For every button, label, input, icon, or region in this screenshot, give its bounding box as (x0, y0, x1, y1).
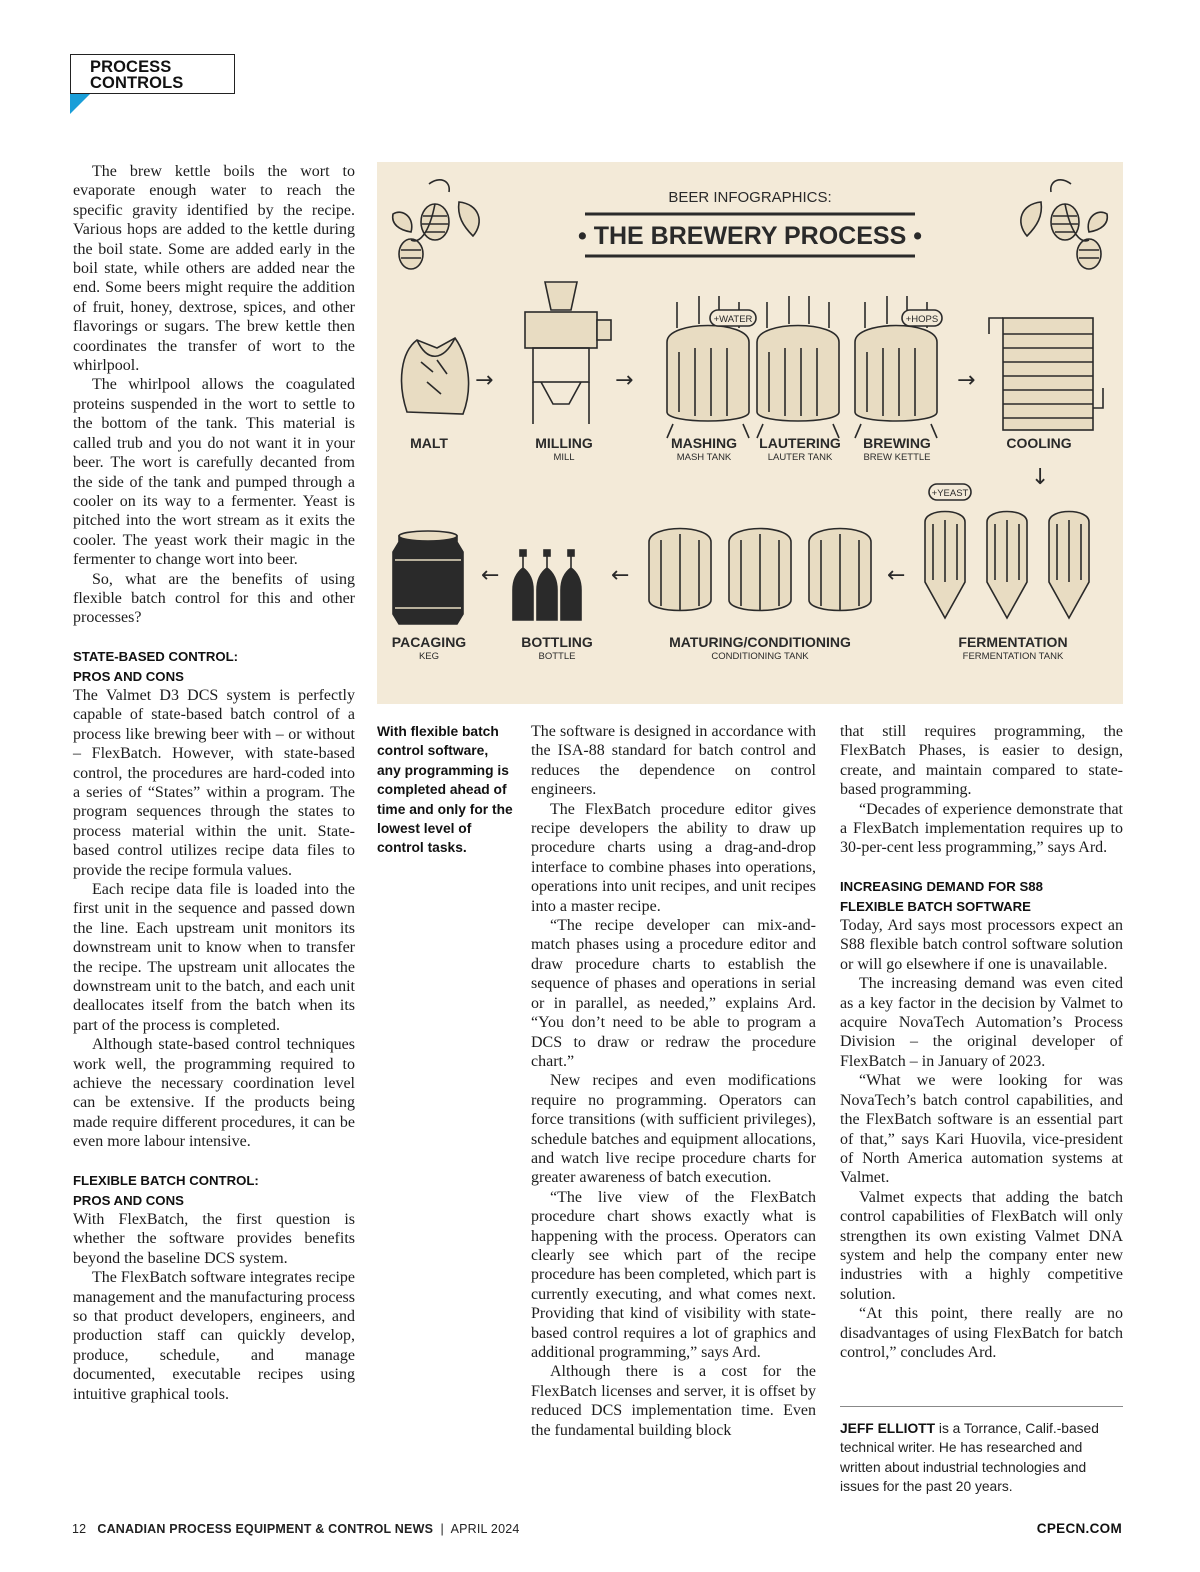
section-tag-label: PROCESS CONTROLS (90, 58, 184, 92)
col4-paragraph: that still requires programming, the FlexBatch Phases, is easier to design, create, and maintain compared to state-based programming. (840, 723, 1123, 799)
bottles-icon (513, 550, 581, 620)
step-label-lautering: LAUTERING (759, 435, 841, 451)
step-label-milling: MILLING (535, 435, 593, 451)
website-url: CPECN.COM (1036, 1521, 1122, 1536)
col3-paragraph: “The recipe developer can mix-and-match phases using a procedure editor and draw procedure charts to establish the sequence of phases and operations in serial or in parallel, as needed,” explains Ard. “You don’t need to be able to program a DCS to draw or redraw the procedure chart.” (531, 917, 816, 1070)
step-sub-milling: MILL (553, 452, 575, 463)
pull-quote: With flexible batch control software, any programming is completed ahead of time and only for the lowest level of control tasks. (377, 724, 513, 856)
add-yeast-badge: +YEAST (931, 488, 969, 499)
brewery-infographic (377, 162, 1123, 704)
infographic-title: • THE BREWERY PROCESS • (578, 222, 922, 250)
step-label-mashing: MASHING (670, 435, 738, 451)
step-sub-maturing: CONDITIONING TANK (711, 651, 809, 662)
author-bio (840, 1406, 1123, 1497)
col1-paragraph: Each recipe data file is loaded into the first unit in the sequence and passed down the line. Each upstream unit monitors its downstream unit to know when to transfer the recipe. The upstream unit allocates the downstream unit to the batch, and each unit deallocates itself from the batch when its part of the process is completed. (73, 881, 355, 1034)
col1-paragraph: The whirlpool allows the coagulated proteins suspended in the wort to settle to the bottom of the tank. This material is called trub and you do not want it in your beer. The wort is carefully decanted from the side of the tank and pumped through a cooler on its way to a fermenter. Yeast is pitched into the wort stream as it exits the cooler. The yeast work their magic in the fermenter to change wort into beer. (73, 376, 355, 569)
heat-exchanger-icon (989, 318, 1103, 430)
issue-date: APRIL 2024 (450, 1522, 520, 1536)
column-3 (531, 722, 816, 1440)
section-tag-corner (70, 94, 90, 114)
step-label-bottling: BOTTLING (521, 634, 593, 650)
flow-arrow: → (475, 368, 494, 393)
col1-paragraph: Although state-based control techniques work well, the programming required to achieve the necessary coordination level can be extensive. If the products being made require different procedures, it can be even more labour intensive. (73, 1036, 355, 1151)
col3-paragraph: New recipes and even modifications require no programming. Operators can force transitions (with sufficient privileges), schedule batches and equipment allocations, and watch live recipe procedure charts for greater awareness of batch execution. (531, 1072, 816, 1187)
step-label-fermentation: FERMENTATION (958, 634, 1068, 650)
subhead-flexible-batch: FLEXIBLE BATCH CONTROL: PROS AND CONS (73, 1173, 259, 1208)
infographic-kicker: BEER INFOGRAPHICS: (668, 189, 832, 206)
flow-arrow-down: ↓ (1031, 465, 1050, 490)
step-label-maturing: MATURING/CONDITIONING (669, 634, 851, 650)
mill-icon (525, 282, 611, 424)
subhead-state-based: STATE-BASED CONTROL: PROS AND CONS (73, 649, 239, 684)
hop-left-icon (393, 180, 479, 269)
col1-paragraph: The Valmet D3 DCS system is perfectly capable of state-based batch control of a process like brewing beer with – or without – FlexBatch. However, with state-based control, the procedures are hard-coded into a series of “States” within a program. The program sequences through the states to process material within the unit. State-based control utilizes recipe data files to provide the recipe formula values. (73, 686, 355, 879)
lauter-tank-icon (757, 296, 839, 438)
footer-separator: | (440, 1522, 444, 1536)
step-sub-brewing: BREW KETTLE (863, 452, 931, 463)
add-water-badge: +WATER (713, 314, 753, 325)
keg-icon (393, 531, 463, 624)
author-bio-text: is a Torrance, Calif.-based technical writer. He has researched and written about industrial technologies and issues for the past 20 years. (840, 1421, 1099, 1495)
col4-paragraph: Valmet expects that adding the batch control capabilities of FlexBatch will only strengthen its own existing Valmet DNA system and help the company enter new industries with a highly competitive solution. (840, 1188, 1123, 1303)
footer-folio (72, 1522, 520, 1536)
col4-paragraph: The increasing demand was even cited as a key factor in the decision by Valmet to acquire NovaTech Automation’s Process Division – the original developer of FlexBatch – in January of 2023. (840, 975, 1123, 1070)
col3-paragraph: “The live view of the FlexBatch procedure chart shows exactly what is happening with the process. Operators can clearly see which part of the recipe procedure has been completed, which part is currently executing, and what comes next. Providing that kind of visibility with state-based control requires a lot of graphics and additional programming,” says Ard. (531, 1188, 816, 1361)
step-sub-fermentation: FERMENTATION TANK (962, 651, 1064, 662)
col4-paragraph: Today, Ard says most processors expect an S88 flexible batch control software solution or will go elsewhere if one is unavailable. (840, 917, 1123, 973)
step-sub-packaging: KEG (418, 651, 440, 662)
col3-paragraph: The FlexBatch procedure editor gives recipe developers the ability to draw up procedure charts using a drag-and-drop interface to combine phases into operations, operations into unit recipes, and unit recipes into a master recipe. (531, 800, 816, 915)
flow-arrow: ← (481, 563, 500, 588)
col4-paragraph: “What we were looking for was NovaTech’s batch control capabilities, and the FlexBatch software is an essential part of that,” says Kari Huovila, vice-president of North America automation systems at Valmet. (840, 1072, 1123, 1187)
step-sub-mashing: MASH TANK (676, 452, 732, 463)
page-number: 12 (72, 1522, 87, 1536)
malt-sack-icon (402, 338, 469, 414)
step-sub-bottling: BOTTLE (538, 651, 576, 662)
step-label-packaging: PACAGING (391, 634, 467, 650)
col1-paragraph: The FlexBatch software integrates recipe management and the manufacturing process so that product developers, engineers, and production staff can quickly develop, produce, schedule, and manage documented, executable recipes using intuitive graphical tools. (73, 1269, 355, 1403)
col3-paragraph: Although there is a cost for the FlexBatch licenses and server, it is offset by reduced DCS implementation time. Even the fundamental building block (531, 1363, 816, 1439)
subhead-increasing-demand: INCREASING DEMAND FOR S88 FLEXIBLE BATCH SOFTWARE (840, 879, 1043, 914)
column-1 (73, 162, 355, 1404)
flow-arrow: → (957, 368, 976, 393)
step-sub-lautering: LAUTER TANK (767, 452, 833, 463)
conditioning-tank-icon (649, 529, 871, 611)
col1-paragraph: With FlexBatch, the first question is whether the software provides benefits beyond the baseline DCS system. (73, 1210, 355, 1267)
col3-paragraph: The software is designed in accordance with the ISA-88 standard for batch control and reduces the dependence on control engineers. (531, 723, 816, 799)
flow-arrow: ← (887, 563, 906, 588)
column-4 (840, 722, 1123, 1362)
section-tag (70, 54, 235, 94)
col4-paragraph: “At this point, there really are no disadvantages of using FlexBatch for batch control,” concludes Ard. (840, 1305, 1123, 1361)
step-label-cooling: COOLING (1006, 435, 1072, 451)
publication-name: CANADIAN PROCESS EQUIPMENT & CONTROL NEWS (97, 1522, 434, 1536)
col4-paragraph: “Decades of experience demonstrate that a FlexBatch implementation requires up to 30-per-cent less programming,” says Ard. (840, 800, 1123, 857)
flow-arrow: ← (611, 563, 630, 588)
add-hops-badge: +HOPS (905, 314, 939, 325)
flow-arrow: → (615, 368, 634, 393)
col1-paragraph: So, what are the benefits of using flexible batch control for this and other processes? (73, 570, 355, 627)
author-name: JEFF ELLIOTT (840, 1421, 936, 1436)
step-label-brewing: BREWING (863, 435, 931, 451)
col1-paragraph: The brew kettle boils the wort to evaporate enough water to reach the specific gravity identified by the recipe. Various hops are added to the kettle during the boil state. Some are added early in the boil state, while others are added near the end. Some beers might require the addition of fruit, honey, dextrose, spices, and other flavorings or sugars. The brew kettle then coordinates the transfer of wort to the whirlpool. (73, 163, 355, 375)
hop-right-icon (1021, 180, 1107, 269)
step-label-malt: MALT (410, 435, 448, 451)
fermentation-tank-icon (925, 512, 1089, 619)
